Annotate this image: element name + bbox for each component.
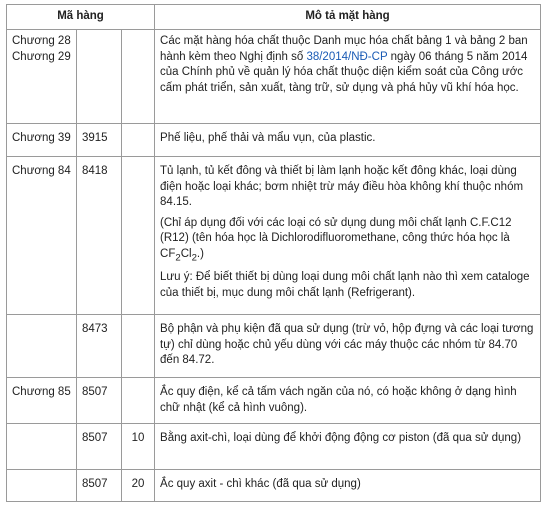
chapter-cell xyxy=(7,315,77,378)
desc-text: (Chỉ áp dụng đối với các loại có sử dụng dung môi chất lạnh C.F.C12 (R12) (tên hóa học là Dichlorodifluoromethane, công thức hóa học là CF xyxy=(160,216,512,260)
subheading-cell xyxy=(122,30,155,124)
subheading-code: 10 xyxy=(122,424,155,470)
heading-code: 8418 xyxy=(77,157,122,315)
description-cell: Bộ phận và phụ kiện đã qua sử dụng (trừ vỏ, hộp đựng và các loại tương tự) chỉ dùng hoặc chủ yếu dùng với các máy thuộc các nhóm từ 84.70 đến 84.72. xyxy=(155,315,541,378)
subheading-cell xyxy=(122,157,155,315)
table-header-row xyxy=(7,5,541,30)
chapter-label: Chương 84 xyxy=(7,157,77,315)
desc-text: Các mặt hàng hóa chất thuộc Danh mục hóa chất bảng 1 và bảng 2 ban hành kèm theo Nghị định số xyxy=(160,35,528,63)
subscript: 2 xyxy=(191,251,197,263)
table-row xyxy=(7,378,541,424)
header-description: Mô tả mặt hàng xyxy=(155,5,541,30)
heading-code: 8473 xyxy=(77,315,122,378)
heading-code: 3915 xyxy=(77,124,122,157)
chapter-label: Chương 39 xyxy=(7,124,77,157)
table-row xyxy=(7,315,541,378)
description-cell: Phế liệu, phế thải và mẩu vụn, của plastic. xyxy=(155,124,541,157)
heading-cell xyxy=(77,30,122,124)
heading-code: 8507 xyxy=(77,378,122,424)
desc-paragraph xyxy=(160,216,535,266)
table-row xyxy=(7,157,541,315)
chapter-label: Chương 85 xyxy=(7,378,77,424)
description-cell xyxy=(155,30,541,124)
description-cell: Bằng axit-chì, loại dùng để khởi động động cơ piston (đã qua sử dụng) xyxy=(155,424,541,470)
heading-code: 8507 xyxy=(77,424,122,470)
chapter-label: Chương 29 xyxy=(12,50,71,63)
subheading-cell xyxy=(122,378,155,424)
desc-text: ngày 06 tháng 5 năm 2014 của Chính phủ về quản lý hóa chất thuộc diện kiểm soát của Công ước cấm phát triển, sản xuất, tàng trữ, sử dụng và phá hủy vũ khí hóa học. xyxy=(160,50,528,94)
table-row xyxy=(7,124,541,157)
table-row xyxy=(7,470,541,502)
subheading-code: 20 xyxy=(122,470,155,502)
desc-text: Cl xyxy=(180,247,192,260)
desc-paragraph: Lưu ý: Để biết thiết bị dùng loại dung môi chất lạnh nào thì xem cataloge của thiết bị, mục dung môi chất lạnh (Refrigerant). xyxy=(160,271,530,299)
decree-link[interactable]: 38/2014/NĐ-CP xyxy=(306,50,388,63)
header-code: Mã hàng xyxy=(7,5,155,30)
description-cell: Ắc quy axit - chì khác (đã qua sử dụng) xyxy=(155,470,541,502)
subheading-cell xyxy=(122,315,155,378)
subheading-cell xyxy=(122,124,155,157)
heading-code: 8507 xyxy=(77,470,122,502)
hs-code-table xyxy=(6,4,541,502)
chapter-cell xyxy=(7,470,77,502)
desc-paragraph: Tủ lạnh, tủ kết đông và thiết bị làm lạnh hoặc kết đông khác, loại dùng điện hoặc loại khác; bơm nhiệt trừ máy điều hòa không khí thuộc nhóm 84.15. xyxy=(160,165,524,208)
subscript: 2 xyxy=(175,251,181,263)
desc-text: .) xyxy=(196,247,204,260)
chapter-cell xyxy=(7,30,77,124)
table-row xyxy=(7,424,541,470)
chapter-cell xyxy=(7,424,77,470)
chapter-label: Chương 28 xyxy=(12,35,71,47)
description-cell: Ắc quy điện, kể cả tấm vách ngăn của nó, có hoặc không ở dạng hình chữ nhật (kể cả hình vuông). xyxy=(155,378,541,424)
description-cell xyxy=(155,157,541,315)
table-row xyxy=(7,30,541,124)
